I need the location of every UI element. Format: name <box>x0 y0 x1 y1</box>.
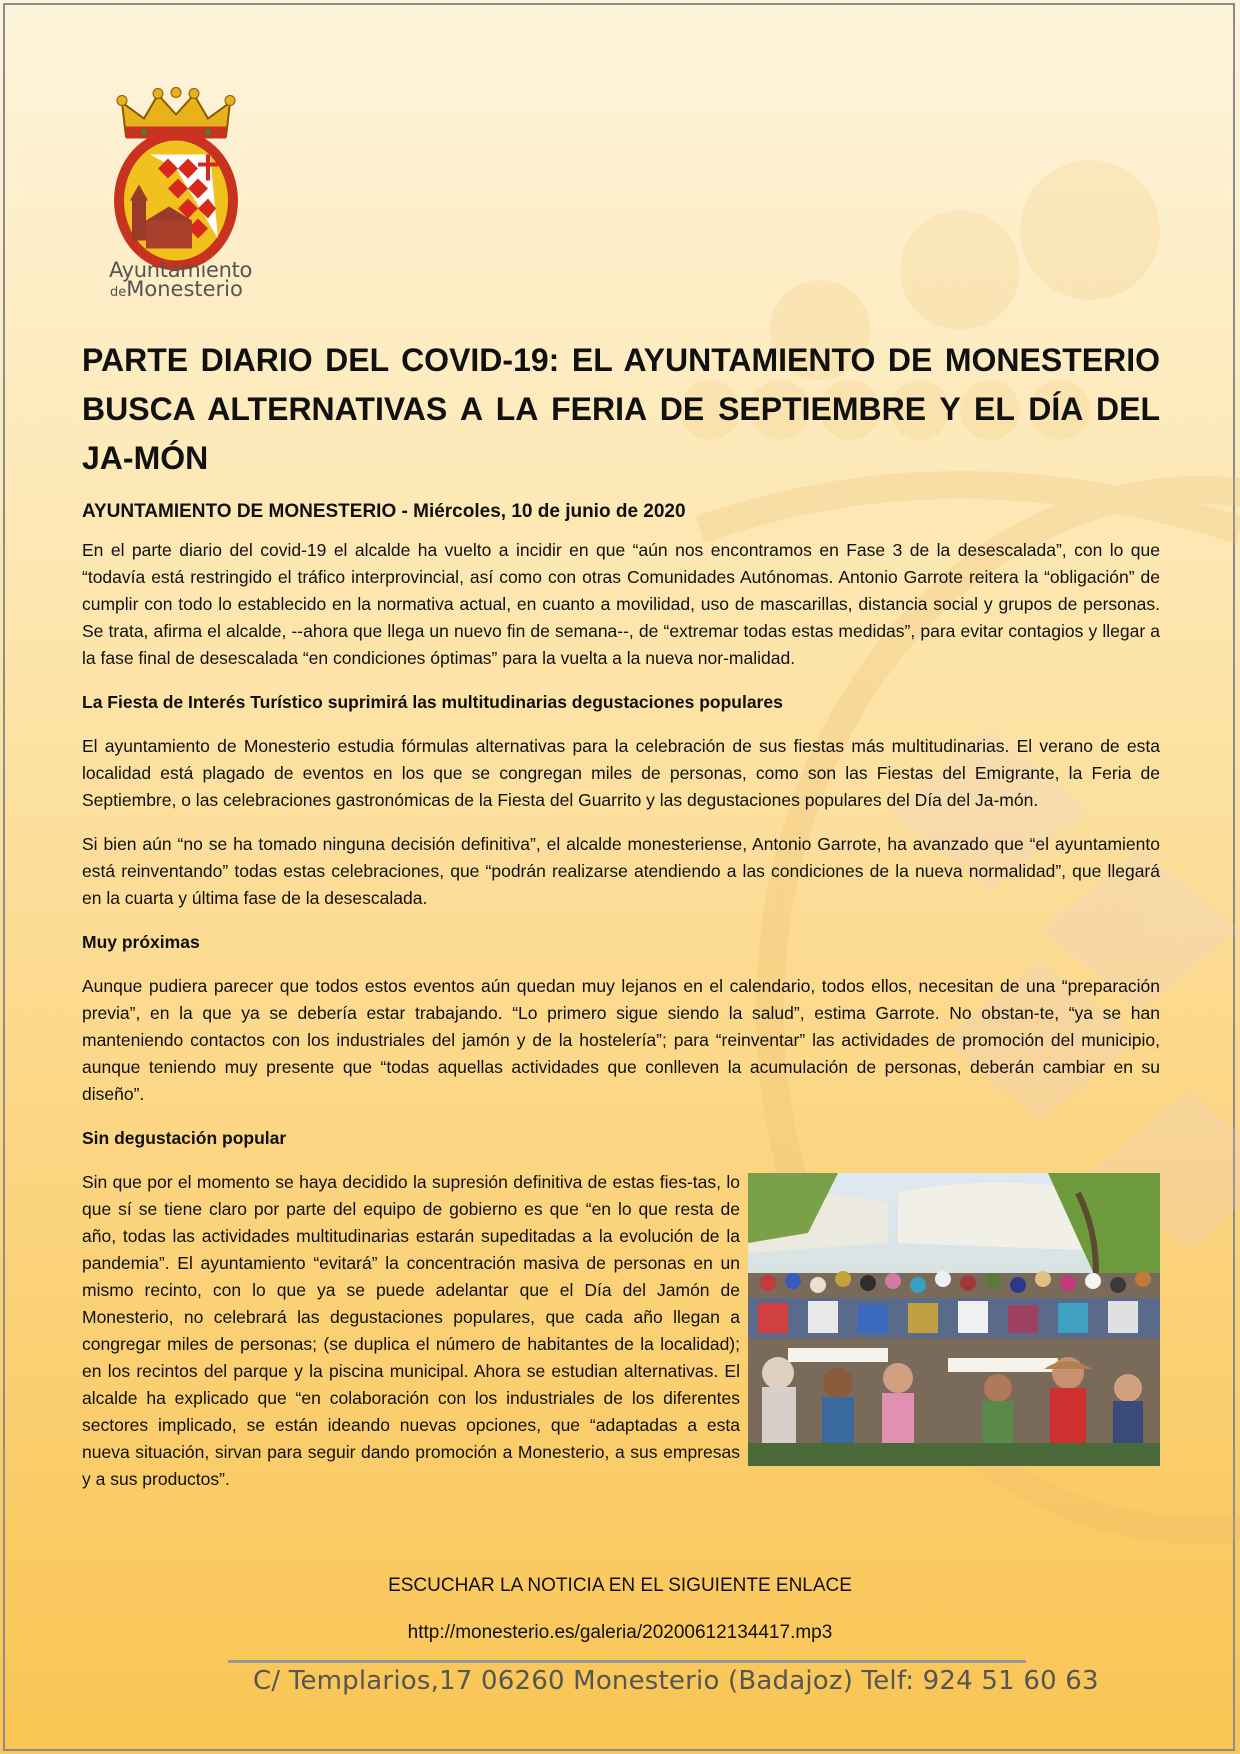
paragraph-4: Aunque pudiera parecer que todos estos eventos aún quedan muy lejanos en el calendario, todos ellos, necesitan de una “preparación previa”, en la que ya se debería estar trabajando. “Lo primero sigue siendo la salud”, estima Garrote. No obstan-te, “ya se han manteniendo contactos con los industriales del jamón y de la hostelería”; para “reinventar” las actividades de promoción del municipio, aunque teniendo muy presente que “todas aquellas actividades que conlleven la acumulación de personas, deberán cambiar en su diseño”. <box>82 976 1160 1104</box>
article <box>82 336 1160 1510</box>
logo-text-ayuntamiento: Ayuntamiento <box>109 258 253 282</box>
article-byline: AYUNTAMIENTO DE MONESTERIO - Miércoles, 10 de junio de 2020 <box>82 501 686 522</box>
subheading-sin-degustacion: Sin degustación popular <box>82 1128 287 1148</box>
listen-news-text: ESCUCHAR LA NOTICIA EN EL SIGUIENTE ENLACE <box>388 1575 852 1596</box>
footer-divider <box>228 1660 1026 1663</box>
logo-text-monesterio: deMonesterio <box>110 277 243 301</box>
audio-link[interactable]: http://monesterio.es/galeria/20200612134417.mp3 <box>407 1622 833 1643</box>
footer-address: C/ Templarios,17 06260 Monesterio (Badajoz) Telf: 924 51 60 63 <box>253 1666 1099 1696</box>
subheading-fiesta: La Fiesta de Interés Turístico suprimirá las multitudinarias degustaciones populares <box>82 692 783 712</box>
paragraph-3: Si bien aún “no se ha tomado ninguna decisión definitiva”, el alcalde monesteriense, Antonio Garrote, ha avanzado que “el ayuntamiento está reinventando” todas estas celebraciones, que “podrán realizarse atendiendo a las condiciones de la nueva normalidad”, que llegará en la cuarta y última fase de la desescalada. <box>82 834 1160 908</box>
paragraph-2: El ayuntamiento de Monesterio estudia fórmulas alternativas para la celebración de sus fiestas más multitudinarias. El verano de esta localidad está plagado de eventos en los que se congregan miles de personas, como son las Fiestas del Emigrante, la Feria de Septiembre, o las celebraciones gastronómicas de la Fiesta del Guarrito y las degustaciones populares del Día del Ja-món. <box>82 736 1160 810</box>
crowd-festival-photo <box>748 1173 1160 1466</box>
article-title: PARTE DIARIO DEL COVID-19: EL AYUNTAMIENTO DE MONESTERIO BUSCA ALTERNATIVAS A LA FERIA DE SEPTIEMBRE Y EL DÍA DEL JA-MÓN <box>82 342 1160 476</box>
paragraph-5: Sin que por el momento se haya decidido la supresión definitiva de estas fies-tas, lo que sí se tiene claro por parte del equipo de gobierno es que “en lo que resta de año, todas las actividades multitudinarias estarán supeditadas a la evolución de la pandemia”. El ayuntamiento “evitará” la concentración masiva de personas en un mismo recinto, con lo que ya se puede adelantar que el Día del Jamón de Monesterio, no celebrará las degustaciones populares, que cada año llegan a congregar miles de personas; (se duplica el número de habitantes de la localidad); en los recintos del parque y la piscina municipal. Ahora se estudian alternativas. El alcalde ha explicado que “en colaboración con los industriales de los diferentes sectores implicado, se están ideando nuevas opciones, que “adaptadas a esta nueva situación, sirvan para seguir dando promoción a Monesterio, a sus empresas y a sus productos”. <box>82 1172 740 1489</box>
subheading-muy-proximas: Muy próximas <box>82 932 200 952</box>
paragraph-1: En el parte diario del covid-19 el alcalde ha vuelto a incidir en que “aún nos encontramos en Fase 3 de la desescalada”, con lo que “todavía está restringido el tráfico interprovincial, así como con otras Comunidades Autónomas. Antonio Garrote reitera la “obligación” de cumplir con todo lo establecido en la normativa actual, en cuanto a movilidad, uso de mascarillas, distancia social y grupos de personas. Se trata, afirma el alcalde, --ahora que llega un nuevo fin de semana--, de “extremar todas estas medidas”, para evitar contagios y llegar a la fase final de desescalada “en condiciones óptimas” para la vuelta a la nueva nor-malidad. <box>82 540 1160 668</box>
crowd-photo-illustration <box>748 1173 1160 1466</box>
